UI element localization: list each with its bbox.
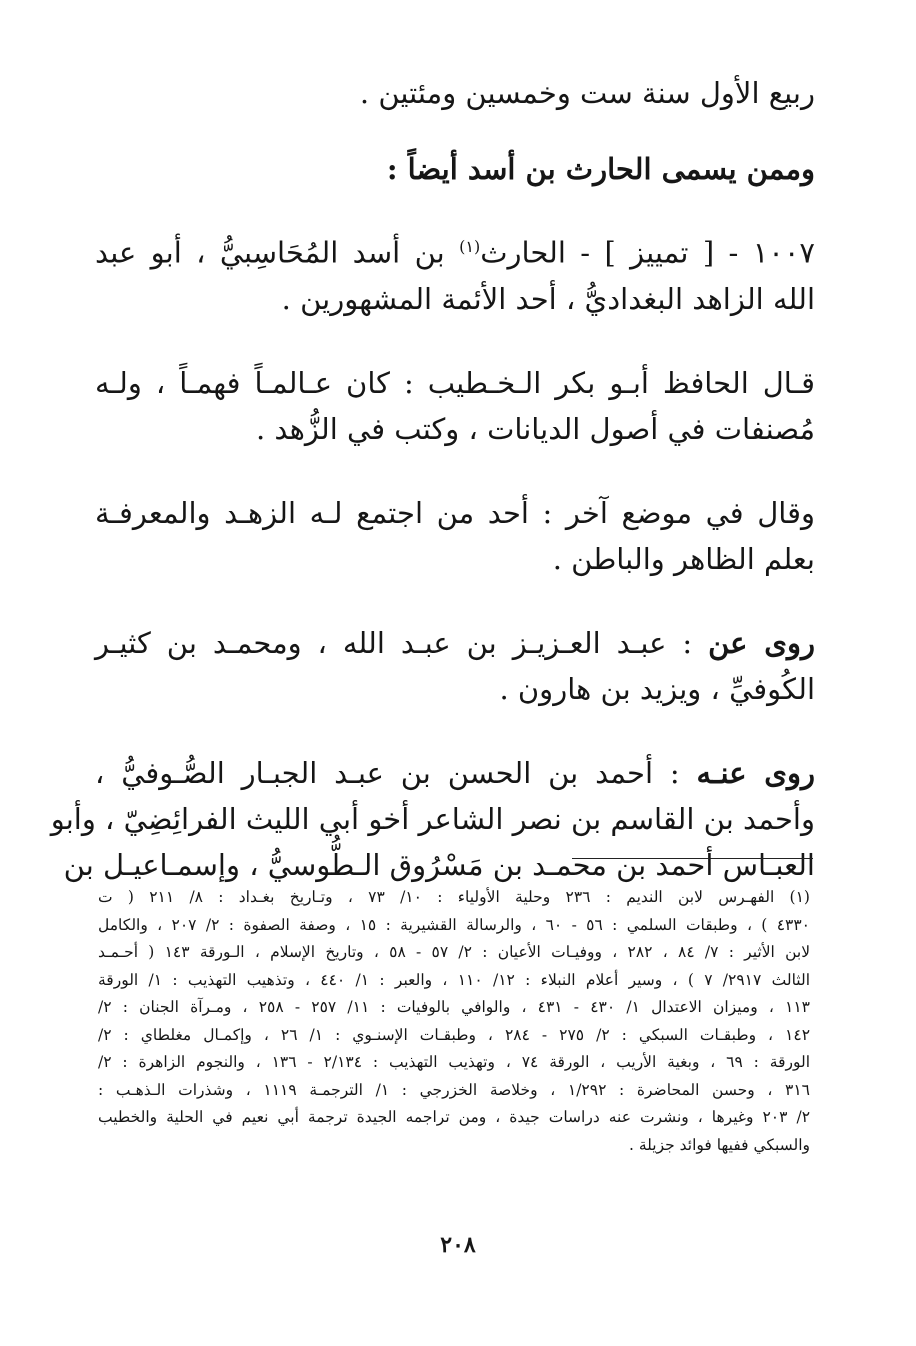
entry-line-1 bbox=[95, 224, 815, 276]
narrated-by-text: : أحمد بن الحسن بن عبـد الجبـار الصُّـوفيُّ ، bbox=[95, 755, 697, 790]
other-place-line-1: وقال في موضع آخر : أحد من اجتمع لـه الزهـد والمعرفـة bbox=[95, 495, 815, 530]
khatib-line-2: مُصنفات في أصول الديانات ، وكتب في الزُّهد . bbox=[255, 411, 815, 446]
narrated-by-paragraph bbox=[50, 750, 816, 888]
narrated-from-line-2: الكُوفيِّ ، ويزيد بن هارون . bbox=[499, 671, 815, 706]
footnote-line: ١١٣ ، وميزان الاعتدال ١/ ٤٣٠ - ٤٣١ ، والوافي بالوفيات : ١١/ ٢٥٧ - ٢٥٨ ، ومـرآة الجنان : ٢/ bbox=[98, 998, 811, 1016]
footnote-line: (١) الفهـرس لابن النديم : ٢٣٦ وحلية الأولياء : ١٠/ ٧٣ ، وتـاريخ بغـداد : ٨/ ٢١١ ( ت bbox=[98, 888, 810, 906]
footnotes bbox=[98, 884, 810, 1159]
footnote-line: الثالث ٢٩١٧/ ٧ ) ، وسير أعلام النبلاء : ١٢/ ١١٠ ، والعبر : ١/ ٤٤٠ ، وتذهيب التهذيب : ١/ الورقة bbox=[98, 970, 811, 989]
footnote-line: ٢/ ٢٠٣ وغيرها ، ونشرت عنه دراسات جيدة ، ومن تراجمه الجيدة ترجمة أبي نعيم في الحلية والخطيب bbox=[98, 1108, 811, 1126]
narrated-from-paragraph bbox=[95, 620, 815, 712]
footnote-line: ٣١٦ ، وحسن المحاضرة : ١/٢٩٢ ، وخلاصة الخزرجي : ١/ الترجمـة ١١١٩ ، وشذرات الـذهـب : bbox=[98, 1080, 810, 1099]
opening-line: ربيع الأول سنة ست وخمسين ومئتين . bbox=[359, 76, 815, 110]
khatib-line-1: قـال الحافظ أبـو بكر الـخـطيب : كان عـالمـاً فهمـاً ، ولـه bbox=[95, 365, 815, 400]
footnote-marker: (١) bbox=[459, 237, 481, 256]
page-number: ٢٠٨ bbox=[440, 1232, 476, 1258]
footnote-divider bbox=[572, 858, 813, 859]
main-text bbox=[50, 70, 816, 888]
entry-line-2: الله الزاهد البغداديُّ ، أحد الأئمة المشهورين . bbox=[281, 281, 815, 316]
entry-line-1-text: بن أسد المُحَاسِبيُّ ، أبو عبد bbox=[95, 235, 460, 270]
footnote-line: لابن الأثير : ٧/ ٨٤ ، ٢٨٢ ، ووفيـات الأعيان : ٢/ ٥٧ - ٥٨ ، وتاريخ الإسلام ، الـورقة ١٤٣ ( أحـمـد bbox=[98, 943, 811, 961]
narrated-by-label: روى عنـه bbox=[696, 755, 816, 790]
entry-paragraph bbox=[95, 224, 815, 322]
narrated-by-line-2: وأحمد بن القاسم بن نصر الشاعر أخو أبي الليث الفرائِضِيّ ، وأبو bbox=[50, 801, 815, 836]
other-place-line-2: بعلم الظاهر والباطن . bbox=[552, 541, 815, 576]
narrated-from-line-1 bbox=[95, 620, 815, 666]
narrated-by-line-1 bbox=[95, 750, 815, 796]
narrated-from-label: روى عن bbox=[708, 625, 815, 660]
other-place-paragraph bbox=[95, 490, 815, 582]
section-heading: وممن يسمى الحارث بن أسد أيضاً : bbox=[386, 152, 815, 186]
footnote-line: الورقة : ٦٩ ، وبغية الأريب ، الورقة ٧٤ ، وتهذيب التهذيب : ٢/١٣٤ - ١٣٦ ، والنجوم الزاهرة : ٢/ bbox=[98, 1053, 810, 1071]
footnote-line: ٤٣٣٠ ) ، وطبقات السلمي : ٥٦ - ٦٠ ، والرسالة القشيرية : ١٥ ، وصفة الصفوة : ٢/ ٢٠٧ ، والكامل bbox=[98, 915, 810, 934]
footnote-line: ١٤٢ ، وطبقـات السبكي : ٢/ ٢٧٥ - ٢٨٤ ، وطبقـات الإسنـوي : ١/ ٢٦ ، وإكمـال مغلطاي : ٢/ bbox=[98, 1025, 811, 1044]
narrated-by-line-3: العبـاس أحمد بن محمـد بن مَسْرُوق الـطُّوسيُّ ، وإسمـاعيـل بن bbox=[63, 847, 815, 882]
entry-number-title: ١٠٠٧ - [ تمييز ] - الحارث bbox=[480, 235, 815, 270]
footnote-line: والسبكي ففيها فوائد جزيلة . bbox=[629, 1135, 810, 1154]
narrated-from-text: : عبـد العـزيـز بن عبـد الله ، ومحمـد بن كثيـر bbox=[95, 625, 709, 660]
khatib-paragraph bbox=[95, 360, 815, 452]
